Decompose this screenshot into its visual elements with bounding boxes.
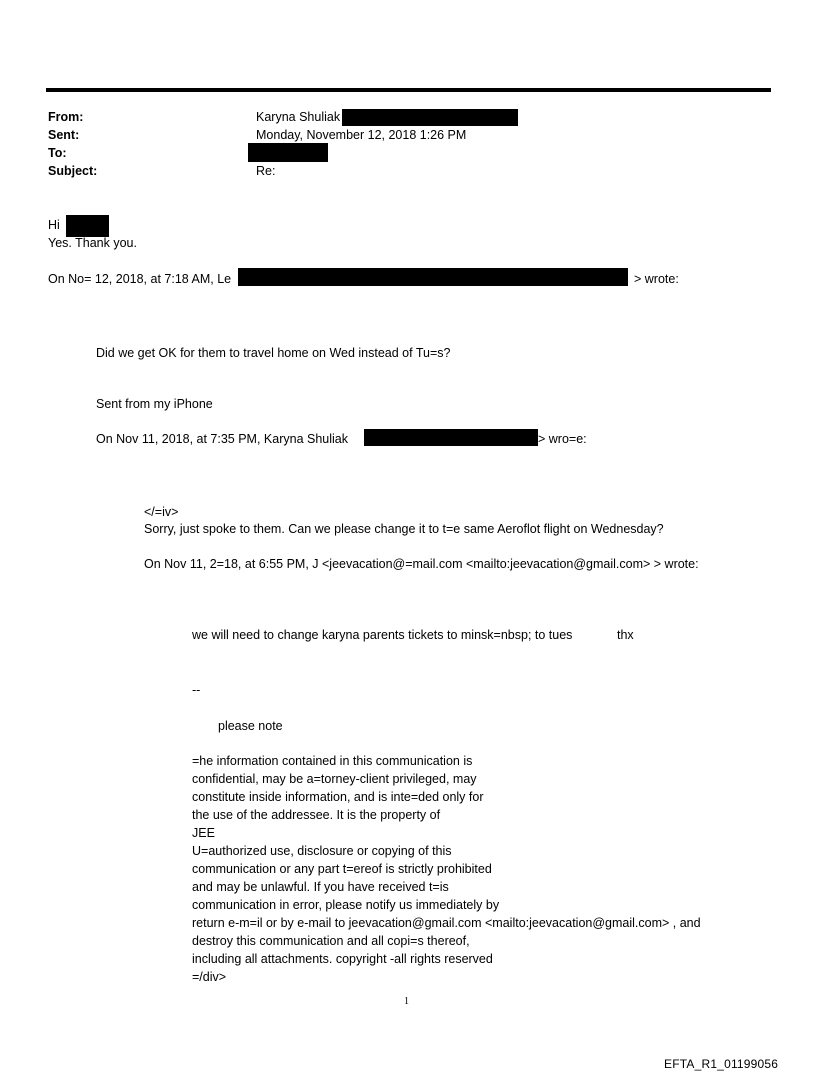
quoted-message-3-thx: thx — [617, 628, 634, 642]
greeting: Hi — [48, 218, 60, 232]
redaction-block — [342, 109, 518, 126]
to-label: To: — [48, 146, 67, 160]
subject-value: Re: — [256, 164, 276, 178]
disclaimer-line: communication in error, please notify us immediately by — [192, 898, 500, 912]
quoted-message-2: Sorry, just spoke to them. Can we please change it to t=e same Aeroflot flight on Wednesday? — [144, 522, 664, 536]
disclaimer-line: communication or any part t=ereof is strictly prohibited — [192, 862, 492, 876]
redaction-block — [364, 429, 538, 446]
html-fragment: </=iv> — [144, 505, 179, 519]
please-note: please note — [218, 719, 283, 733]
quote-intro-2: On Nov 11, 2018, at 7:35 PM, Karyna Shuliak — [96, 432, 348, 446]
quote-intro-2-end: > wro=e: — [538, 432, 587, 446]
bates-number: EFTA_R1_01199056 — [664, 1057, 779, 1071]
disclaimer-line: =he information contained in this communication is — [192, 754, 473, 768]
quote-intro-3: On Nov 11, 2=18, at 6:55 PM, J <jeevacation@=mail.com <mailto:jeevacation@gmail.com> > wrote: — [144, 557, 699, 571]
redaction-block — [248, 143, 328, 162]
sent-label: Sent: — [48, 128, 80, 142]
page-number: 1 — [404, 996, 409, 1007]
disclaimer-line: and may be unlawful. If you have received t=is — [192, 880, 449, 894]
disclaimer-line: return e-m=il or by e-mail to jeevacation@gmail.com <mailto:jeevacation@gmail.com> , and — [192, 916, 701, 930]
disclaimer-line: =/div> — [192, 970, 227, 984]
disclaimer-line: JEE — [192, 826, 215, 840]
reply-text: Yes. Thank you. — [48, 236, 137, 250]
quoted-message-3: we will need to change karyna parents tickets to minsk=nbsp; to tues — [192, 628, 573, 642]
subject-label: Subject: — [48, 164, 98, 178]
from-label: From: — [48, 110, 84, 124]
disclaimer-line: the use of the addressee. It is the property of — [192, 808, 441, 822]
disclaimer-line: including all attachments. copyright -all rights reserved — [192, 952, 493, 966]
header-rule — [46, 88, 771, 92]
signature-dashes: -- — [192, 683, 201, 697]
disclaimer-line: confidential, may be a=torney-client privileged, may — [192, 772, 477, 786]
sent-value: Monday, November 12, 2018 1:26 PM — [256, 128, 467, 142]
from-value: Karyna Shuliak — [256, 110, 341, 124]
quote-intro-1: On No= 12, 2018, at 7:18 AM, Le — [48, 272, 232, 286]
disclaimer-line: destroy this communication and all copi=s thereof, — [192, 934, 470, 948]
redaction-block — [238, 268, 628, 286]
disclaimer-line: U=authorized use, disclosure or copying of this — [192, 844, 452, 858]
quote-intro-1-end: > wrote: — [634, 272, 679, 286]
redaction-block — [66, 215, 109, 237]
quoted-message-1: Did we get OK for them to travel home on Wed instead of Tu=s? — [96, 346, 451, 360]
disclaimer-line: constitute inside information, and is inte=ded only for — [192, 790, 484, 804]
iphone-signature: Sent from my iPhone — [96, 397, 213, 411]
